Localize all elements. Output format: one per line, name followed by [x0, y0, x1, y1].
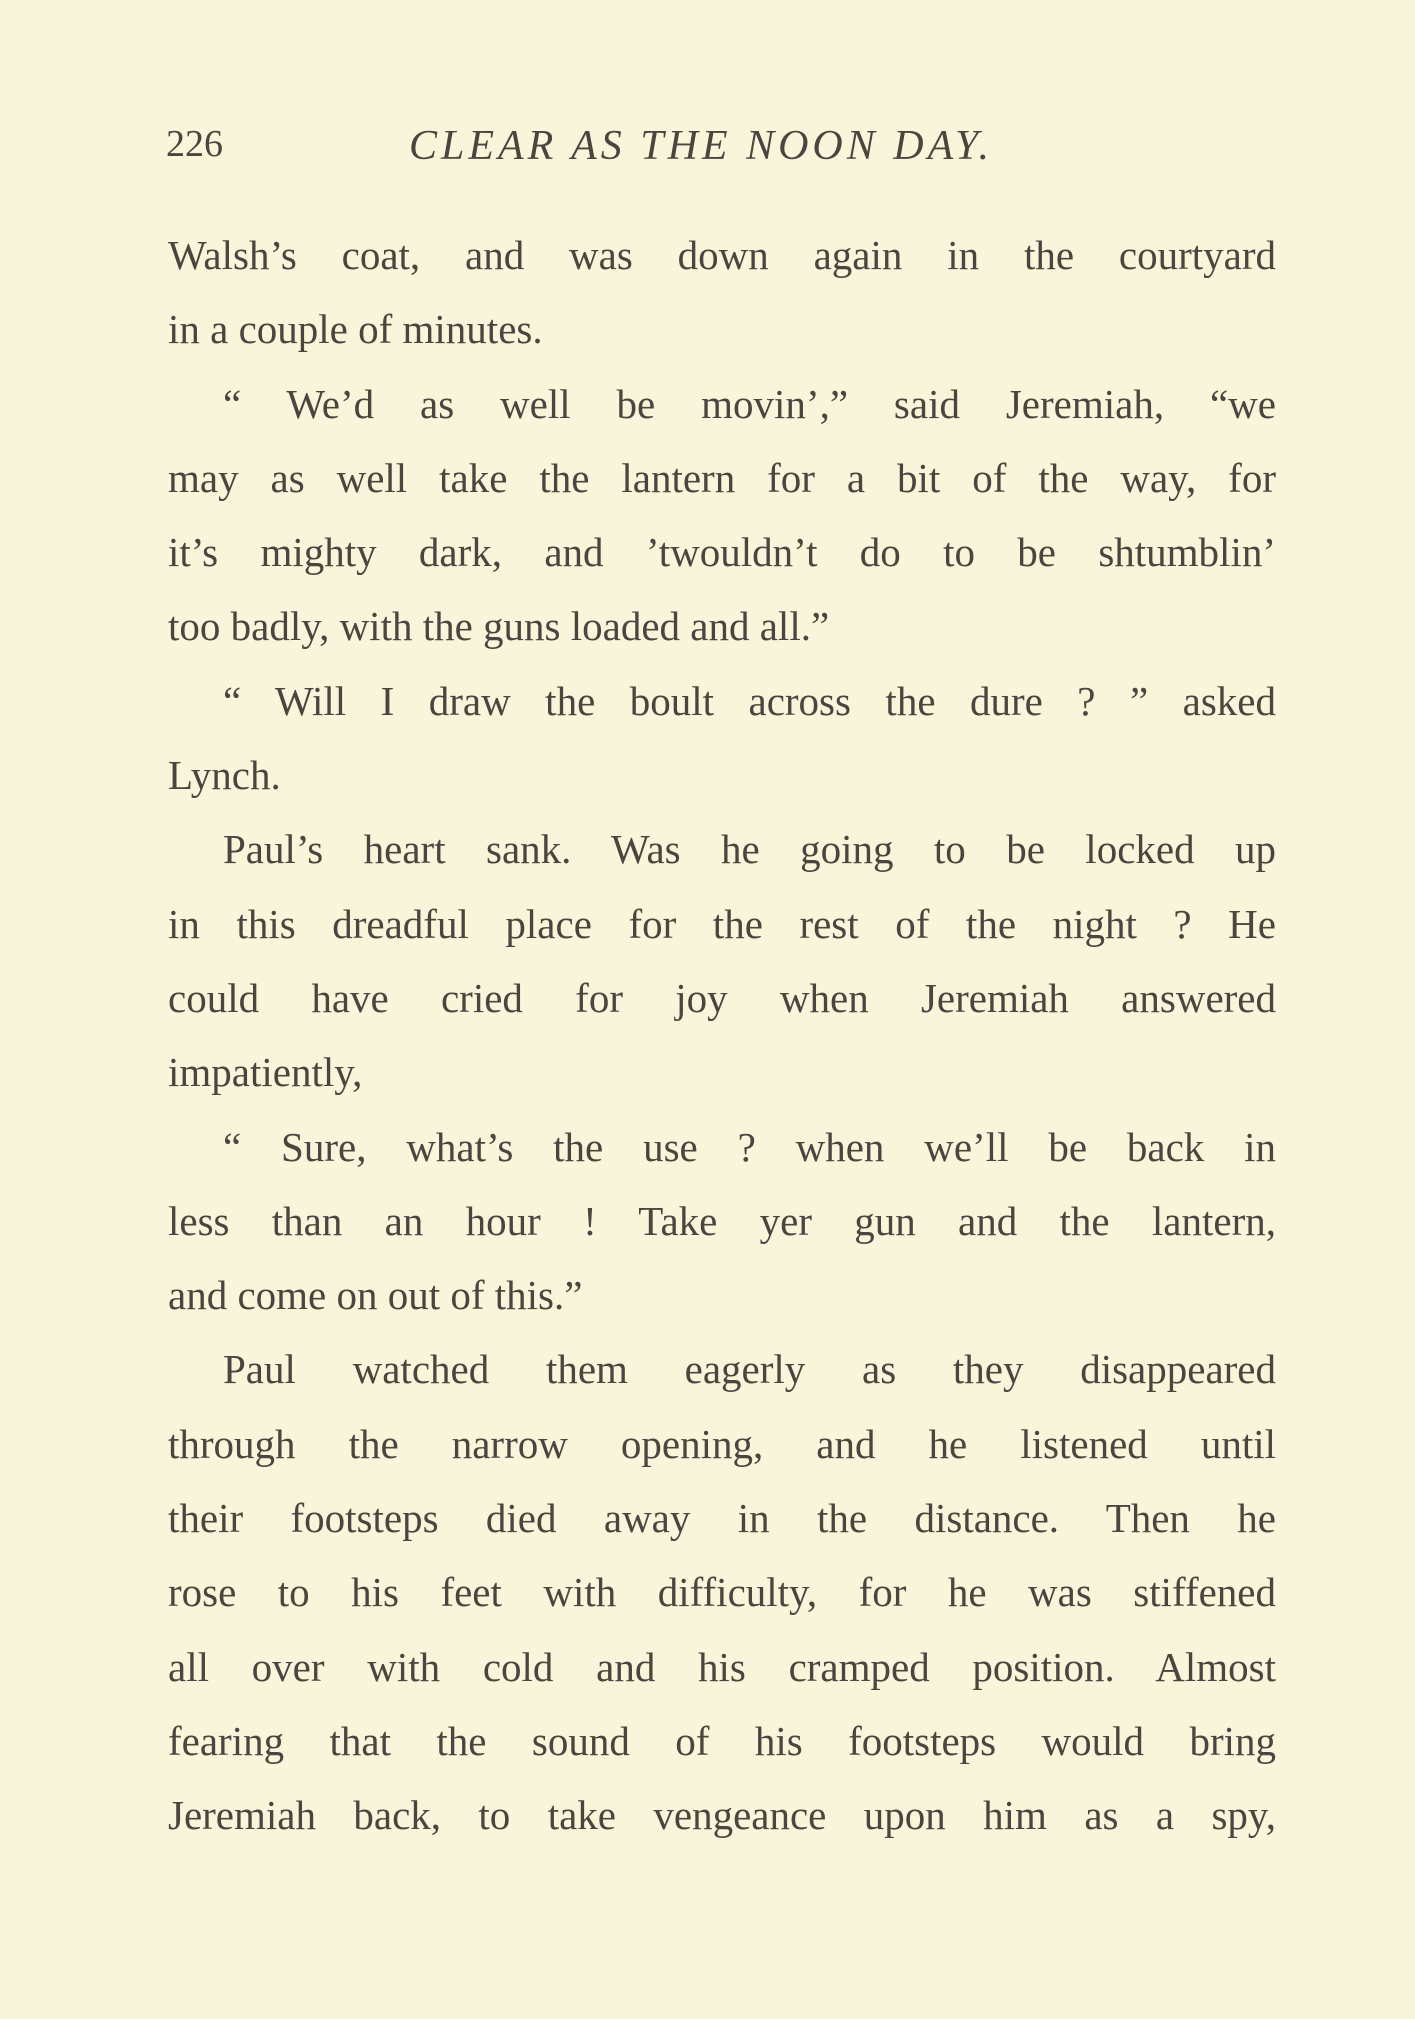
- text-line: through the narrow opening, and he listened until: [168, 1420, 1276, 1467]
- text-line: in a couple of minutes.: [168, 306, 543, 353]
- text-line: less than an hour ! Take yer gun and the lantern,: [168, 1197, 1276, 1244]
- running-head: [166, 122, 1276, 182]
- text-line: all over with cold and his cramped position. Almost: [168, 1643, 1276, 1690]
- text-line: rose to his feet with difficulty, for he was stiffened: [168, 1569, 1276, 1616]
- text-line: Lynch.: [168, 752, 281, 799]
- text-line: fearing that the sound of his footsteps would bring: [168, 1717, 1276, 1764]
- text-line: their footsteps died away in the distance. Then he: [168, 1495, 1276, 1542]
- text-line: “ We’d as well be movin’,” said Jeremiah, “we: [223, 380, 1276, 427]
- running-title: CLEAR AS THE NOON DAY.: [409, 123, 993, 169]
- text-line: may as well take the lantern for a bit of the way, for: [168, 454, 1276, 501]
- text-line: could have cried for joy when Jeremiah answered: [168, 974, 1276, 1021]
- text-line: too badly, with the guns loaded and all.”: [168, 603, 830, 650]
- text-line: impatiently,: [168, 1049, 363, 1096]
- text-line: “ Sure, what’s the use ? when we’ll be back in: [223, 1123, 1276, 1170]
- text-line: Paul’s heart sank. Was he going to be locked up: [223, 826, 1276, 873]
- text-line: and come on out of this.”: [168, 1272, 583, 1319]
- body-text: [168, 218, 1276, 1853]
- text-line: it’s mighty dark, and ’twouldn’t do to be shtumblin’: [168, 529, 1276, 576]
- text-line: Jeremiah back, to take vengeance upon him as a spy,: [168, 1792, 1276, 1839]
- text-line: in this dreadful place for the rest of the night ? He: [168, 900, 1276, 947]
- page-number: 226: [166, 123, 223, 165]
- text-line: Paul watched them eagerly as they disappeared: [223, 1346, 1276, 1393]
- text-line: Walsh’s coat, and was down again in the courtyard: [168, 232, 1276, 278]
- text-line: “ Will I draw the boult across the dure ? ” asked: [223, 677, 1276, 724]
